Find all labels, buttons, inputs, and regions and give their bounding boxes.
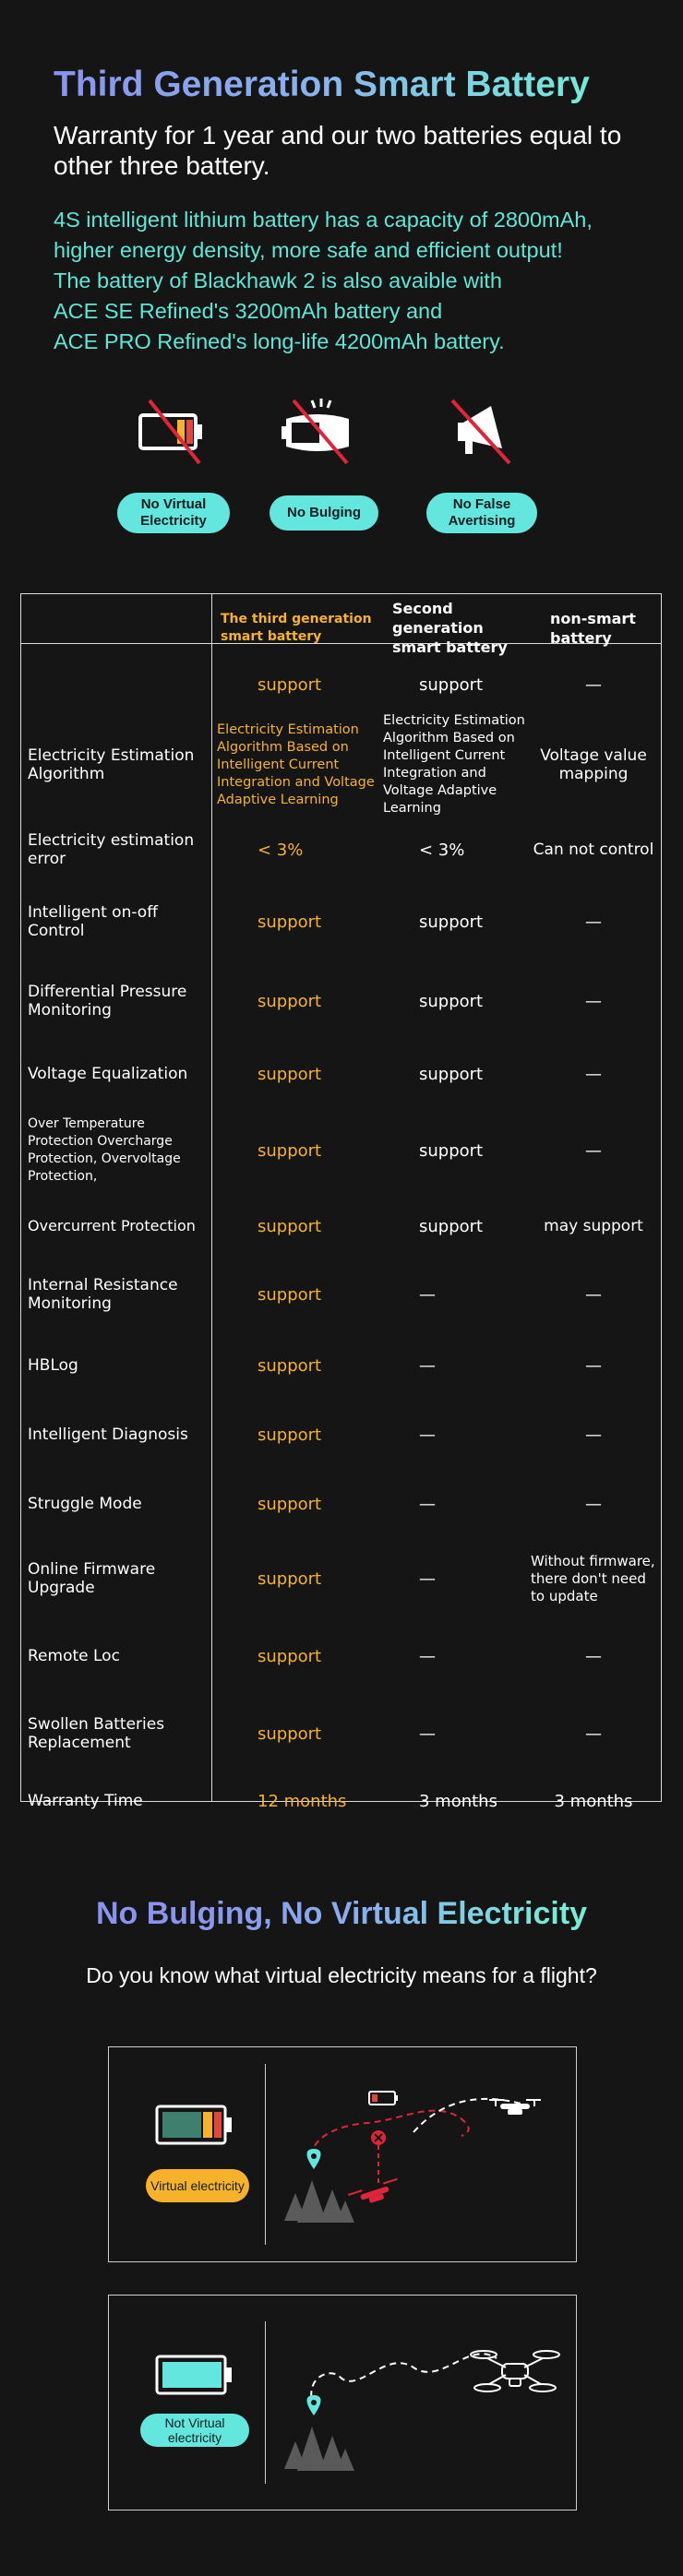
table-row: Overcurrent Protection support support may support [28,1216,643,1236]
panel-divider [265,2321,266,2484]
table-row: Over Temperature Protection Overcharge Protection, Overvoltage Protection, support support — [28,1116,602,1184]
table-row: Intelligent on-off Control support support — [28,903,602,940]
table-row: support support — [258,674,602,695]
section-question: Do you know what virtual electricity means for a flight? [86,1963,597,1987]
table-row: Electricity estimation error < 3% < 3% Can not control [28,831,654,868]
table-row: Differential Pressure Monitoring support support — [28,983,602,1020]
drone-crash-illustration [284,2064,561,2249]
panel-divider [265,2064,266,2245]
not-virtual-electricity-label: Not Virtual electricity [140,2414,249,2447]
page-title: Third Generation Smart Battery [54,65,590,104]
battery-full-icon [155,2355,234,2400]
header-non-smart: non-smart battery [550,609,636,647]
virtual-electricity-panel [108,2046,577,2262]
virtual-electricity-label: Virtual electricity [146,2169,249,2202]
battery-crossed-icon [129,395,212,469]
not-virtual-electricity-panel [108,2295,577,2510]
bulging-battery-crossed-icon [279,395,362,469]
table-row: Intelligent Diagnosis support — — [28,1425,602,1445]
table-row: Warranty Time 12 months 3 months 3 months [28,1791,633,1811]
section-title: No Bulging, No Virtual Electricity [0,1896,683,1932]
table-row: HBLog support — — [28,1355,602,1376]
badge-no-virtual-electricity: No Virtual Electricity [117,493,230,533]
battery-description: 4S intelligent lithium battery has a capacity of 2800mAh, higher energy density, more safe and efficient output! The battery of Blackhawk 2 is also avaible with ACE SE Refined's 3200mAh battery and ACE PRO Refined's long-life 4200mAh battery. [54,208,593,353]
badge-no-false-advertising: No False Avertising [426,493,537,533]
table-row: Remote Loc support — — [28,1646,602,1666]
drone-flight-illustration [284,2312,561,2498]
table-header-row [20,593,662,657]
table-row: Struggle Mode support — — [28,1494,602,1514]
comparison-table [20,593,662,1829]
header-second-gen: Second generation smart battery [392,600,508,656]
megaphone-crossed-icon [445,395,528,469]
table-row: Swollen Batteries Replacement support — — [28,1715,602,1752]
table-row: Internal Resistance Monitoring support — — [28,1276,602,1313]
badge-no-bulging: No Bulging [270,495,378,531]
table-row: Electricity Estimation Algorithm Electricity Estimation Algorithm Based on Intelligent Current Integration and Voltage Adaptive Learning Electricity Estimation Algorithm Based on Intelligent Current Integration and Voltage Adaptive Learning Voltage value mapping [28,713,647,816]
header-feature [20,593,211,657]
warranty-subtitle: Warranty for 1 year and our two batteries equal to other three battery. [54,121,622,180]
table-row: Online Firmware Upgrade support — Without firmware, there don't need to update [28,1552,655,1604]
header-third-gen: The third generation smart battery [221,611,372,644]
table-row: Voltage Equalization support support — [28,1064,602,1084]
battery-low-icon [155,2105,234,2150]
